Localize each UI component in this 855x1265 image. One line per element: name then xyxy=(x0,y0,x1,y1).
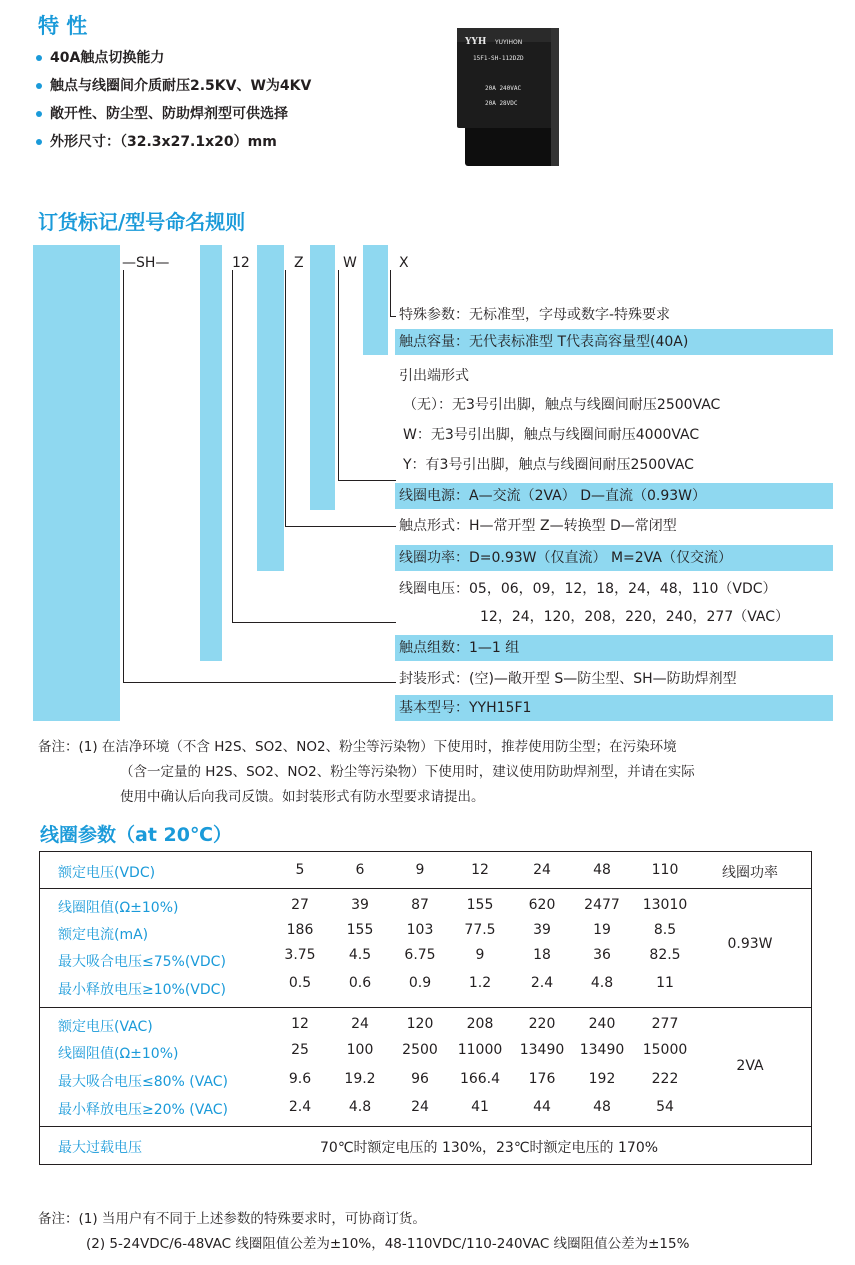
row-terminal-title: 引出端形式 xyxy=(399,368,469,384)
bar-base xyxy=(33,245,120,721)
row-base-model: 基本型号：YYH15F1 xyxy=(395,695,833,721)
dc-cell: 19 xyxy=(593,922,611,938)
ac-cell: 41 xyxy=(471,1099,489,1115)
dc-row-label: 最小释放电压≥10%(VDC) xyxy=(58,982,226,998)
row-coil-voltage-ac: 12，24，120，208，220，240，277（VAC） xyxy=(480,609,790,625)
bullet-icon xyxy=(36,55,42,61)
ac-cell: 166.4 xyxy=(459,1071,501,1087)
relay-product-image xyxy=(455,28,563,168)
ac-cell: 24 xyxy=(351,1016,369,1032)
features-title: 特 性 xyxy=(38,14,88,38)
ac-cell: 222 xyxy=(651,1071,679,1087)
ac-cell: 220 xyxy=(528,1016,556,1032)
dc-cell: 8.5 xyxy=(653,922,677,938)
feature-item: 外形尺寸：（32.3x27.1x20）mm xyxy=(36,128,311,156)
features-list xyxy=(36,44,311,156)
dc-cell: 13010 xyxy=(642,897,688,913)
header-cell: 110 xyxy=(651,862,679,878)
dc-cell: 9 xyxy=(475,947,485,963)
note-1-line: 使用中确认后向我司反馈。如封装形式有防水型要求请提出。 xyxy=(120,789,485,805)
ac-cell: 13490 xyxy=(579,1042,625,1058)
ac-cell: 11000 xyxy=(457,1042,503,1058)
feature-item: 触点与线圈间介质耐压2.5KV、W为4KV xyxy=(36,72,311,100)
connector-terminal xyxy=(338,270,396,481)
dc-cell: 87 xyxy=(411,897,429,913)
ac-cell: 13490 xyxy=(519,1042,565,1058)
coil-title: 线圈参数（at 20℃） xyxy=(40,824,232,846)
ac-cell: 100 xyxy=(346,1042,374,1058)
bullet-icon xyxy=(36,139,42,145)
note-1-line: 备注：(1) 在洁净环境（不含 H2S、SO2、NO2、粉尘等污染物）下使用时，推荐使用防尘型；在污染环境 xyxy=(38,739,677,755)
row-contact-sets: 触点组数：1—1 组 xyxy=(395,635,833,661)
dc-cell: 82.5 xyxy=(649,947,681,963)
code-terminal: W xyxy=(343,255,357,271)
dc-cell: 155 xyxy=(346,922,374,938)
row-coil-voltage-dc: 线圈电压：05，06，09，12，18，24，48，110（VDC） xyxy=(399,581,777,597)
ac-cell: 208 xyxy=(466,1016,494,1032)
dc-cell: 103 xyxy=(406,922,434,938)
ac-cell: 240 xyxy=(588,1016,616,1032)
relay-maker: YUYIHON xyxy=(495,39,523,46)
overload-label: 最大过载电压 xyxy=(58,1140,142,1156)
dc-cell: 0.6 xyxy=(348,975,372,991)
ac-cell: 192 xyxy=(588,1071,616,1087)
header-power: 线圈功率 xyxy=(722,865,778,881)
relay-rating-2: 20A 28VDC xyxy=(485,100,518,107)
ac-cell: 120 xyxy=(406,1016,434,1032)
ac-power: 2VA xyxy=(736,1058,764,1074)
ac-row-label: 线圈阻值(Ω±10%) xyxy=(58,1046,179,1062)
dc-cell: 2477 xyxy=(584,897,620,913)
header-cell: 9 xyxy=(415,862,425,878)
dc-row-label: 最大吸合电压≤75%(VDC) xyxy=(58,954,226,970)
dc-cell: 0.9 xyxy=(408,975,432,991)
row-capacity: 触点容量：无代表标准型 T代表高容量型(40A) xyxy=(395,329,833,355)
relay-brand: YYH xyxy=(465,37,487,47)
coil-parameter-table xyxy=(39,851,812,1165)
header-cell: 12 xyxy=(471,862,489,878)
dc-row-label: 额定电流(mA) xyxy=(58,927,149,943)
row-coil-source: 线圈电源：A—交流（2VA） D—直流（0.93W） xyxy=(395,483,833,509)
dc-cell: 39 xyxy=(533,922,551,938)
ac-cell: 96 xyxy=(411,1071,429,1087)
row-special: 特殊参数：无标准型，字母或数字-特殊要求 xyxy=(399,307,671,323)
ac-row-label: 额定电压(VAC) xyxy=(58,1019,153,1035)
dc-cell: 186 xyxy=(286,922,314,938)
header-cell: 24 xyxy=(533,862,551,878)
row-separator xyxy=(40,1126,811,1127)
header-cell: 6 xyxy=(355,862,365,878)
ac-cell: 15000 xyxy=(642,1042,688,1058)
row-separator xyxy=(40,1007,811,1008)
note-2 xyxy=(38,1207,838,1257)
dc-cell: 36 xyxy=(593,947,611,963)
ac-cell: 4.8 xyxy=(348,1099,372,1115)
code-special: X xyxy=(399,255,409,271)
row-coil-power: 线圈功率：D=0.93W（仅直流） M=2VA（仅交流） xyxy=(395,545,833,571)
ac-row-label: 最小释放电压≥20% (VAC) xyxy=(58,1102,229,1118)
ac-cell: 176 xyxy=(528,1071,556,1087)
dc-cell: 2.4 xyxy=(530,975,554,991)
ac-cell: 12 xyxy=(291,1016,309,1032)
dc-cell: 0.5 xyxy=(288,975,312,991)
relay-rating-1: 20A 240VAC xyxy=(485,85,522,92)
bullet-icon xyxy=(36,83,42,89)
row-package: 封装形式：(空)—敞开型 S—防尘型、SH—防助焊剂型 xyxy=(399,671,737,687)
overload-value: 70℃时额定电压的 130%，23℃时额定电压的 170% xyxy=(320,1140,659,1156)
dc-cell: 27 xyxy=(291,897,309,913)
dc-cell: 6.75 xyxy=(404,947,436,963)
ac-cell: 24 xyxy=(411,1099,429,1115)
ac-cell: 48 xyxy=(593,1099,611,1115)
dc-cell: 39 xyxy=(351,897,369,913)
ac-cell: 25 xyxy=(291,1042,309,1058)
code-contact-form: Z xyxy=(294,255,304,271)
dc-cell: 4.5 xyxy=(348,947,372,963)
dc-cell: 155 xyxy=(466,897,494,913)
ac-cell: 9.6 xyxy=(288,1071,312,1087)
dc-cell: 77.5 xyxy=(464,922,496,938)
note-1 xyxy=(38,735,838,810)
note-1-line: （含一定量的 H2S、SO2、NO2、粉尘等污染物）下使用时，建议使用防助焊剂型，并请在实际 xyxy=(120,764,695,780)
feature-item: 敞开性、防尘型、防助焊剂型可供选择 xyxy=(36,100,311,128)
row-terminal-y: Y：有3号引出脚，触点与线圈间耐压2500VAC xyxy=(403,457,694,473)
ac-cell: 277 xyxy=(651,1016,679,1032)
bullet-icon xyxy=(36,111,42,117)
header-label: 额定电压(VDC) xyxy=(58,865,156,881)
dc-cell: 620 xyxy=(528,897,556,913)
dc-cell: 3.75 xyxy=(284,947,316,963)
dc-cell: 1.2 xyxy=(468,975,492,991)
code-package: —SH— xyxy=(122,255,170,271)
dc-cell: 18 xyxy=(533,947,551,963)
note-2-line: (2) 5-24VDC/6-48VAC 线圈阻值公差为±10%，48-110VDC/110-240VAC 线圈阻值公差为±15% xyxy=(86,1236,690,1252)
dc-power: 0.93W xyxy=(727,936,773,952)
ac-cell: 2.4 xyxy=(288,1099,312,1115)
ac-cell: 2500 xyxy=(402,1042,438,1058)
row-terminal-w: W：无3号引出脚，触点与线圈间耐压4000VAC xyxy=(403,427,700,443)
code-coil-voltage: 12 xyxy=(232,255,250,271)
feature-item: 40A触点切换能力 xyxy=(36,44,311,72)
note-2-line: 备注：(1) 当用户有不同于上述参数的特殊要求时，可协商订货。 xyxy=(38,1211,426,1227)
row-terminal-none: （无）：无3号引出脚，触点与线圈间耐压2500VAC xyxy=(403,397,721,413)
ordering-title: 订货标记/型号命名规则 xyxy=(38,210,246,234)
ac-cell: 19.2 xyxy=(344,1071,376,1087)
ac-row-label: 最大吸合电压≤80% (VAC) xyxy=(58,1074,229,1090)
ac-cell: 54 xyxy=(656,1099,674,1115)
header-cell: 5 xyxy=(295,862,305,878)
dc-row-label: 线圈阻值(Ω±10%) xyxy=(58,900,179,916)
row-contact-form: 触点形式：H—常开型 Z—转换型 D—常闭型 xyxy=(399,518,677,534)
header-cell: 48 xyxy=(593,862,611,878)
ac-cell: 44 xyxy=(533,1099,551,1115)
dc-cell: 4.8 xyxy=(590,975,614,991)
relay-model: 15F1-SH-112DZD xyxy=(473,55,524,62)
row-separator xyxy=(40,888,811,889)
dc-cell: 11 xyxy=(656,975,674,991)
